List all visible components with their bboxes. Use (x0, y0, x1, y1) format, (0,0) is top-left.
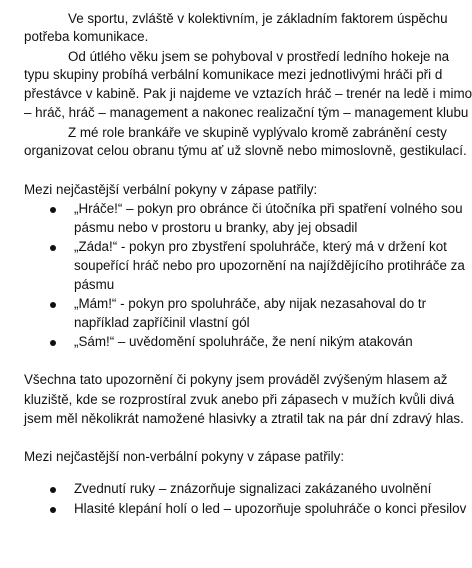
paragraph-voice-line-2: kluziště, kde se rozprostíral zvuk anebo při zápasech v mužích kvůli divá (24, 392, 455, 407)
paragraph-hockey-line-3: přestávce v kabině. Pak ji najdeme ve vztazích hráč – trenér na ledě i mimo (24, 86, 472, 101)
paragraph-voice-line-3: jsem měl několikrát namožené hlasivky a ztratil tak na pár dní zdravý hlas. (24, 411, 464, 426)
verbal-heading: Mezi nejčastější verbální pokyny v zápase patřily: (24, 182, 318, 197)
verbal-item-hrace-line-1: „Hráče!“ – pokyn pro obránce či útočníka při spatření volného sou (74, 201, 463, 216)
paragraph-goalie-line-1: Z mé role brankáře ve skupině vyplývalo kromě zabránění cesty (68, 125, 447, 140)
paragraph-voice-line-1: Všechna tato upozornění či pokyny jsem prováděl zvýšeným hlasem až (24, 372, 448, 387)
paragraph-sport-line-1: Ve sportu, zvláště v kolektivním, je základním faktorem úspěchu (68, 11, 448, 26)
paragraph-hockey-line-2: typu skupiny probíhá verbální komunikace mezi jednotlivými hráči při d (24, 67, 443, 82)
bullet-icon (50, 507, 56, 513)
paragraph-hockey-line-1: Od útlého věku jsem se pohyboval v prostředí ledního hokeje na (68, 49, 450, 64)
paragraph-hockey-line-4: – hráč, hráč – management a nakonec realizační tým – management klubu (24, 105, 469, 120)
verbal-item-zada-line-1: „Záda!“ - pokyn pro zbystření spoluhráče, který má v držení kot (74, 239, 447, 254)
verbal-item-zada-line-3: pásmu (74, 277, 115, 292)
bullet-icon (50, 340, 56, 346)
verbal-item-hrace-line-2: pásmu nebo v prostoru u branky, aby jej obsadil (74, 220, 358, 235)
nonverbal-item-ruka-line-1: Zvednutí ruky – znázorňuje signalizaci zakázaného uvolnění (74, 481, 432, 496)
bullet-icon (50, 302, 56, 308)
bullet-icon (50, 245, 56, 251)
verbal-item-zada-line-2: soupeřící hráč nebo pro upozornění na najíždějícího protihráče za (74, 258, 465, 273)
nonverbal-heading: Mezi nejčastější non-verbální pokyny v zápase patřily: (24, 449, 345, 464)
verbal-item-mam-line-2: například zapříčinil vlastní gól (74, 315, 250, 330)
verbal-item-sam-line-1: „Sám!“ – uvědomění spoluhráče, že není nikým atakován (74, 334, 413, 349)
bullet-icon (50, 207, 56, 213)
paragraph-sport-line-2: potřeba komunikace. (24, 29, 149, 44)
paragraph-goalie-line-2: organizovat celou obranu týmu ať už slovně nebo mimoslovně, gestikulací. (24, 143, 467, 158)
bullet-icon (50, 487, 56, 493)
nonverbal-item-klepani-line-1: Hlasité klepání holí o led – upozorňuje spoluhráče o konci přesilov (74, 501, 467, 516)
verbal-item-mam-line-1: „Mám!“ - pokyn pro spoluhráče, aby nijak nezasahoval do tr (74, 296, 427, 311)
